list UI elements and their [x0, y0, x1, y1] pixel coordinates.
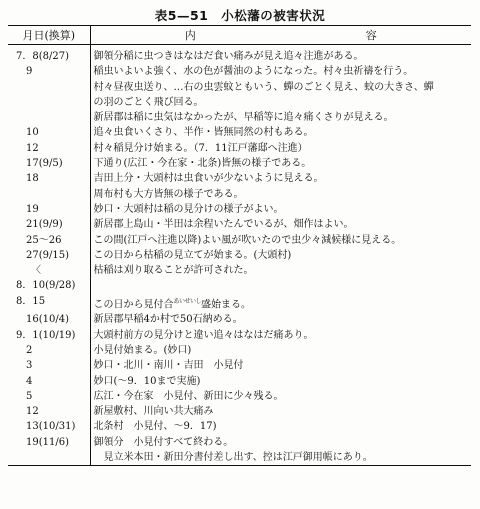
row-content: 下通り(広江・今在家・北条)皆無の様子である。 [93, 158, 312, 170]
row-date: 17(9/5) [8, 156, 90, 171]
row-content: 新屋敷村、川向い共大痛み [93, 406, 214, 418]
table-row [8, 110, 471, 125]
row-content: 北条村 小見付、〜9．17) [93, 421, 217, 433]
table-caption: 小松藩の被害状況 [221, 8, 326, 23]
row-date: 19(11/6) [8, 435, 90, 450]
row-content: 村々昼夜虫送り、…右の虫雲蚊ともいう、蟬のごとく見え、蚊の大きさ、蟬 [93, 81, 434, 93]
ruby-annotation: あいせいし [173, 297, 202, 305]
row-content: この日から見付合$^{あいせいし}$盛始まる。 [93, 297, 252, 311]
row-content: 小見付始まる。(妙口) [93, 344, 192, 356]
table-row [8, 374, 471, 389]
row-content: 新居郡上島山・半田は余程いたんでいるが、畑作はよい。 [93, 219, 354, 231]
row-content: の羽のごとく飛び回る。 [93, 96, 204, 108]
table-row [8, 450, 471, 466]
table-row [8, 233, 471, 248]
row-content: 御領分 小見付すべて終わる。 [93, 436, 234, 448]
row-content: この間(江戸へ注進以降)よい風が吹いたので虫少々減候様に見える。 [93, 234, 402, 246]
table-row [8, 217, 471, 232]
row-date: 25〜26 [8, 233, 90, 248]
row-content: 周布村も大方皆無の様子である。 [93, 188, 244, 200]
row-date: 4 [8, 374, 90, 389]
table-row [8, 202, 471, 217]
row-content: 妙口(〜9．10まで実施) [93, 375, 201, 387]
table-body [8, 45, 471, 466]
row-date: 3 [8, 358, 90, 373]
row-date: 2 [8, 343, 90, 358]
table-row [8, 263, 471, 278]
row-content: 妙口・大頭村は稲の見分けの様子がよい。 [93, 203, 284, 215]
row-content: 吉田上分・大頭村は虫食いが少ないように見える。 [93, 173, 324, 185]
row-date: 27(9/15) [8, 248, 90, 263]
table-row [8, 419, 471, 434]
row-content: 広江・今在家 小見付、新田に少々残る。 [93, 390, 284, 402]
row-date: 8．15 [8, 294, 90, 313]
table-row [8, 141, 471, 156]
table-title [0, 6, 480, 24]
row-date: 16(10/4) [8, 312, 90, 327]
header-content [90, 26, 471, 45]
row-date: 12 [8, 404, 90, 419]
row-date: 8．10(9/28) [8, 278, 90, 293]
row-content: 追々虫食いくさり、半作・皆無同然の村もある。 [93, 127, 314, 139]
row-date [8, 450, 90, 466]
header-content-a: 内 [184, 29, 196, 42]
table-row [8, 248, 471, 263]
damage-table [8, 25, 471, 466]
row-date: 9 [8, 64, 90, 79]
row-date: 13(10/31) [8, 419, 90, 434]
row-date: 10 [8, 125, 90, 140]
row-content [90, 278, 471, 293]
row-date [8, 95, 90, 110]
table-row [8, 435, 471, 450]
row-date: 〈 [8, 263, 90, 278]
row-content: 稲虫いよいよ強く、水の色が醤油のようになった。村々虫祈禱を行う。 [93, 66, 414, 78]
row-content: 新居郡早稲4か村で50石納める。 [93, 314, 243, 326]
table-row [8, 294, 471, 313]
row-date: 18 [8, 171, 90, 186]
row-content: 村々稲見分け始まる。（7．11江戸藩邸へ注進） [93, 142, 308, 154]
table-row [8, 187, 471, 202]
table-number: 表5—51 [154, 8, 209, 23]
header-date: 月日(換算) [8, 26, 90, 45]
table-row [8, 312, 471, 327]
row-date: 12 [8, 141, 90, 156]
table-row [8, 80, 471, 95]
row-content: 大頭村前方の見分けと違い追々はなはだ痛あり。 [93, 329, 314, 341]
table-row [8, 156, 471, 171]
table-row [8, 49, 471, 64]
row-content: 妙口・北川・南川・吉田 小見付 [93, 360, 244, 372]
table-row [8, 389, 471, 404]
row-date [8, 110, 90, 125]
table-row [8, 95, 471, 110]
table-row [8, 358, 471, 373]
table-row [8, 125, 471, 140]
row-content: 御領分稲に虫つきはなはだ食い痛みが見え追々注進がある。 [93, 51, 364, 62]
table-header-row [8, 26, 471, 45]
row-date: 7．8(8/27) [8, 49, 90, 64]
row-content: 見立米本田・新田分書付差し出す、控は江戸御用帳にあり。 [93, 452, 373, 464]
row-date: 21(9/9) [8, 217, 90, 232]
row-date [8, 80, 90, 95]
table-row [8, 278, 471, 293]
row-content: 新居郡は稲に虫気はなかったが、早稲等に追々痛くさりが見える。 [93, 112, 394, 124]
header-content-b: 容 [365, 29, 377, 42]
row-content: 枯稲は刈り取ることが許可された。 [93, 265, 254, 277]
row-date: 5 [8, 389, 90, 404]
table-row [8, 64, 471, 79]
table-row [8, 404, 471, 419]
table-row [8, 171, 471, 186]
row-date [8, 187, 90, 202]
row-content: この日から枯稲の見立てが始まる。(大頭村) [93, 249, 292, 261]
table-row [8, 343, 471, 358]
row-date: 19 [8, 202, 90, 217]
row-date: 9．1(10/19) [8, 328, 90, 343]
table-row [8, 328, 471, 343]
